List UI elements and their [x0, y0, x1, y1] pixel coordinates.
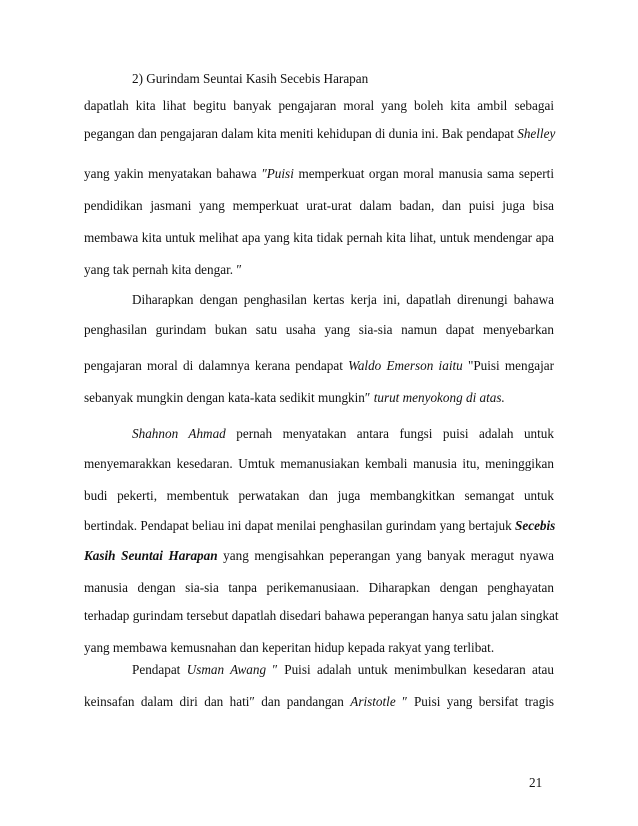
text-line	[84, 166, 554, 182]
text-span: dapatlah kita lihat begitu banyak pengajaran moral yang boleh kita ambil sebagai	[84, 98, 554, 113]
page-number: 21	[529, 775, 543, 790]
text-line	[84, 230, 554, 246]
text-line	[84, 262, 554, 278]
text-line	[132, 426, 554, 442]
text-span: pengajaran moral di dalamnya kerana pendapat	[84, 358, 349, 373]
emphasis-text: Usman Awang	[186, 662, 267, 677]
emphasis-text: Kasih Seuntai Harapan	[84, 548, 218, 563]
text-line	[84, 548, 554, 564]
text-span: sebanyak mungkin dengan kata-kata sedikit mungkin″	[84, 390, 374, 405]
emphasis-text: Shelley	[517, 126, 556, 141]
text-span: ″ Puisi adalah untuk menimbulkan kesedaran atau	[266, 662, 554, 677]
emphasis-text: Shahnon Ahmad	[132, 426, 226, 441]
text-line	[84, 518, 554, 534]
text-span: terhadap gurindam tersebut dapatlah disedari bahawa peperangan hanya satu jalan singkat	[84, 608, 559, 623]
text-span: memperkuat organ moral manusia sama seperti	[293, 166, 555, 181]
text-line	[84, 358, 554, 374]
text-span: Pendapat	[132, 662, 187, 677]
text-span: pegangan dan pengajaran dalam kita meniti kehidupan di dunia ini. Bak pendapat	[84, 126, 518, 141]
text-line	[84, 98, 554, 114]
text-span: penghasilan gurindam bukan satu usaha yang sia-sia namun dapat menyebarkan	[84, 322, 554, 337]
text-line	[84, 456, 554, 472]
emphasis-text: turut menyokong di atas.	[373, 390, 505, 405]
text-line	[84, 488, 554, 504]
text-span: membawa kita untuk melihat apa yang kita tidak pernah kita lihat, untuk mendengar apa	[84, 230, 554, 245]
text-line	[132, 292, 554, 308]
text-span: yang membawa kemusnahan dan keperitan hidup kepada rakyat yang terlibat.	[84, 640, 495, 655]
text-span: budi pekerti, membentuk perwatakan dan juga membangkitkan semangat untuk	[84, 488, 554, 503]
text-line	[84, 126, 554, 142]
emphasis-text: Waldo Emerson iaitu	[348, 358, 463, 373]
text-span: "Puisi mengajar	[462, 358, 554, 373]
text-line	[84, 390, 554, 406]
text-span: pernah menyatakan antara fungsi puisi adalah untuk	[225, 426, 554, 441]
text-span: yang mengisahkan peperangan yang banyak meragut nyawa	[217, 548, 554, 563]
emphasis-text: Secebis	[515, 518, 556, 533]
text-line	[132, 662, 554, 678]
text-line	[84, 198, 554, 214]
emphasis-text: ″Puisi	[261, 166, 294, 181]
text-span: pendidikan jasmani yang memperkuat urat-urat dalam badan, dan puisi juga bisa	[84, 198, 554, 213]
text-span: manusia dengan sia-sia tanpa perikemanusiaan. Diharapkan dengan penghayatan	[84, 580, 554, 595]
emphasis-text: Aristotle	[350, 694, 396, 709]
text-span: bertindak. Pendapat beliau ini dapat menilai penghasilan gurindam yang bertajuk	[84, 518, 516, 533]
text-line	[84, 322, 554, 338]
text-span: yang yakin menyatakan bahawa	[84, 166, 262, 181]
text-span: ″ Puisi yang bersifat tragis	[395, 694, 554, 709]
text-line	[84, 608, 559, 624]
text-span: menyemarakkan kesedaran. Umtuk memanusiakan kembali manusia itu, meninggikan	[84, 456, 554, 471]
text-span: yang tak pernah kita dengar. ″	[84, 262, 242, 277]
section-heading: 2) Gurindam Seuntai Kasih Secebis Harapan	[132, 71, 369, 86]
text-span: Diharapkan dengan penghasilan kertas kerja ini, dapatlah direnungi bahawa	[132, 292, 554, 307]
text-line	[84, 640, 554, 656]
text-span: keinsafan dalam diri dan hati″ dan pandangan	[84, 694, 351, 709]
text-line	[84, 694, 554, 710]
text-line	[84, 580, 554, 596]
